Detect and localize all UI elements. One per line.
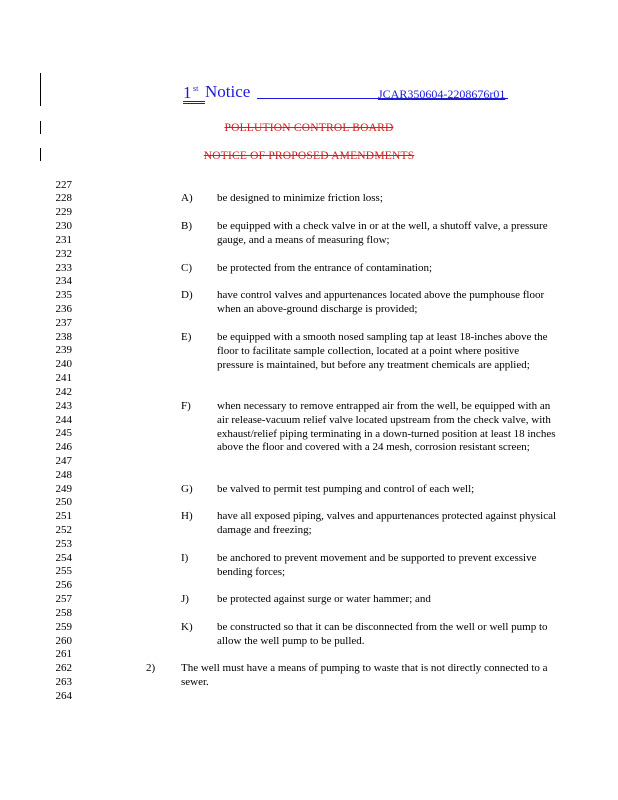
line-number: 259: [55, 621, 72, 633]
line-number: 249: [55, 483, 72, 495]
line-number: 256: [55, 579, 72, 591]
line-number: 253: [55, 538, 72, 550]
line-number: 257: [55, 593, 72, 605]
item-label: F): [181, 400, 191, 412]
line-number: 245: [55, 427, 72, 439]
line-number: 242: [55, 386, 72, 398]
item-label: A): [181, 192, 193, 204]
item-label: K): [181, 621, 193, 633]
item-label: G): [181, 483, 193, 495]
line-number: 240: [55, 358, 72, 370]
item-text: be equipped with a check valve in or at the well, a shutoff valve, a pressure gauge, and a means of measuring flow;: [217, 220, 548, 246]
item-text: be constructed so that it can be disconnected from the well or well pump to allow the well pump to be pulled.: [217, 621, 548, 647]
line-number: 235: [55, 289, 72, 301]
header-code: JCAR350604-2208676r01: [378, 87, 506, 101]
item-label: J): [181, 593, 189, 605]
line-number: 262: [55, 662, 72, 674]
line-number: 233: [55, 262, 72, 274]
line-number: 239: [55, 344, 72, 356]
line-number: 247: [55, 455, 72, 467]
item-label: D): [181, 289, 193, 301]
page-header: [183, 81, 513, 105]
item-text: be anchored to prevent movement and be supported to prevent excessive bending forces;: [217, 552, 537, 578]
line-number: 234: [55, 275, 72, 287]
item-text: be designed to minimize friction loss;: [217, 192, 383, 204]
header-notice: Notice: [205, 82, 251, 101]
item-label: C): [181, 262, 192, 274]
item-text: be protected from the entrance of contamination;: [217, 262, 433, 274]
item-text: be protected against surge or water hammer; and: [217, 593, 431, 605]
line-number: 232: [55, 248, 72, 260]
line-number: 263: [55, 676, 72, 688]
line-number: 254: [55, 552, 72, 564]
board-subtitle: NOTICE OF PROPOSED AMENDMENTS: [203, 150, 415, 162]
line-number: 258: [55, 607, 72, 619]
line-number: 244: [55, 414, 72, 426]
item-label: I): [181, 552, 189, 564]
line-number: 241: [55, 372, 72, 384]
line-number: 264: [55, 690, 72, 702]
line-number: 248: [55, 469, 72, 481]
line-number: 229: [55, 206, 72, 218]
line-number: 228: [55, 192, 72, 204]
header-number: 1: [183, 83, 192, 102]
item-text: be valved to permit test pumping and control of each well;: [217, 483, 475, 495]
section-text: The well must have a means of pumping to waste that is not directly connected to a sewer.: [181, 662, 548, 688]
line-number: 250: [55, 496, 72, 508]
line-number: 243: [55, 400, 72, 412]
line-number: 230: [55, 220, 72, 232]
line-number: 261: [55, 648, 72, 660]
line-number: 236: [55, 303, 72, 315]
board-title: POLLUTION CONTROL BOARD: [224, 122, 394, 134]
line-number: 227: [55, 179, 72, 191]
revision-bar: [40, 73, 41, 106]
item-label: H): [181, 510, 193, 522]
section-label: 2): [146, 662, 156, 674]
item-text: have control valves and appurtenances located above the pumphouse floor when an above-ground discharge is provided;: [217, 289, 545, 315]
line-number: 246: [55, 441, 72, 453]
header-superscript: st: [193, 84, 199, 93]
item-text: have all exposed piping, valves and appurtenances protected against physical damage and freezing;: [217, 510, 557, 536]
line-number: 231: [55, 234, 72, 246]
line-number: 255: [55, 565, 72, 577]
item-text: be equipped with a smooth nosed sampling tap at least 18-inches above the floor to facilitate sample collection, located at a point where positive pressure is maintained, but before any treatment chemicals are applied;: [217, 331, 548, 371]
item-label: B): [181, 220, 192, 232]
line-number: 238: [55, 331, 72, 343]
line-number: 251: [55, 510, 72, 522]
item-label: E): [181, 331, 192, 343]
line-number: 252: [55, 524, 72, 536]
line-number: 237: [55, 317, 72, 329]
item-text: when necessary to remove entrapped air from the well, be equipped with an air release-vacuum relief valve located upstream from the check valve, with exhaust/relief piping terminating in a down-turned position at least 18 inches above the floor and covered with a 24 mesh, corrosion resistant screen;: [217, 400, 556, 454]
header-double-underline: [183, 101, 205, 104]
line-number: 260: [55, 635, 72, 647]
